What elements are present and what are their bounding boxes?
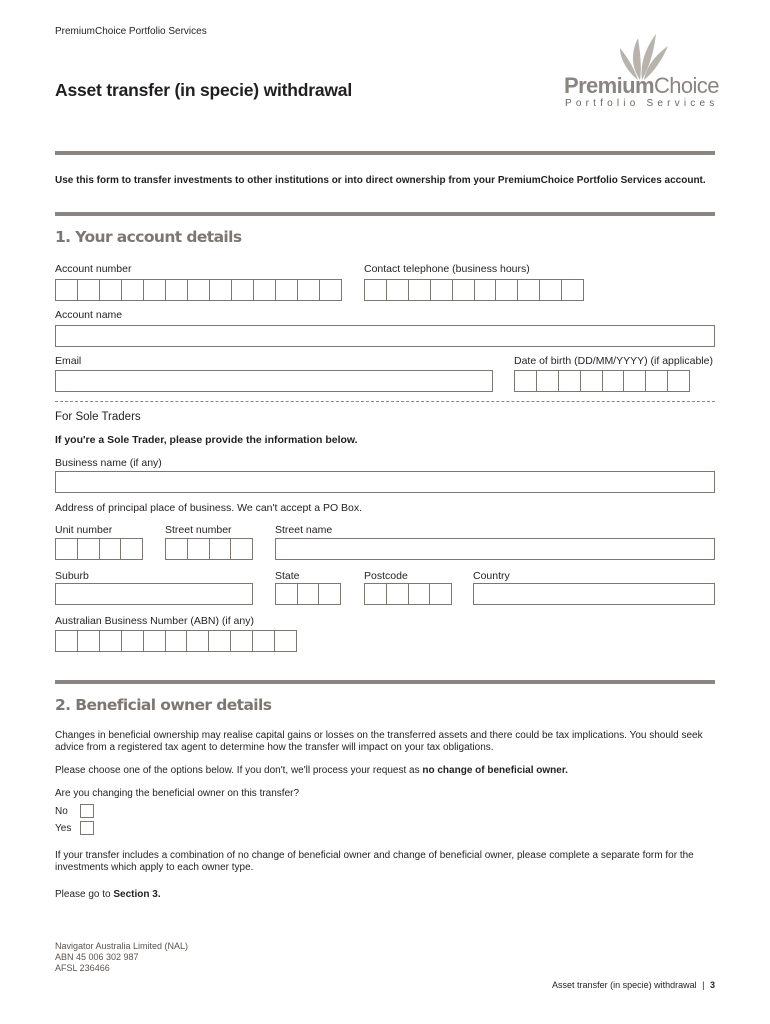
street-number-input[interactable] — [165, 538, 253, 560]
unit-number-label: Unit number — [55, 524, 113, 536]
country-label: Country — [473, 570, 510, 582]
country-input[interactable] — [473, 583, 715, 605]
capital-gains-paragraph: Changes in beneficial ownership may realise capital gains or losses on the transferred assets and there could be tax implications. You should seek advice from a registered tax agent to determine how the transfer will impact on your tax obligations. — [55, 730, 703, 753]
footer-company-info — [55, 941, 188, 974]
account-number-label: Account number — [55, 263, 132, 275]
sole-traders-note: If you're a Sole Trader, please provide the information below. — [55, 434, 358, 446]
section2-heading: 2. Beneficial owner details — [55, 696, 272, 714]
goto-section-text: Please go to Section 3. — [55, 889, 161, 900]
intro-text: Use this form to transfer investments to other institutions or into direct ownership from your PremiumChoice Portfolio Services account. — [55, 175, 706, 186]
intro-rule — [55, 212, 715, 216]
account-name-input[interactable] — [55, 325, 715, 347]
street-name-input[interactable] — [275, 538, 715, 560]
combination-paragraph: If your transfer includes a combination of no change of beneficial owner and change of beneficial owner, please complete a separate form for the investments which apply to each owner type. — [55, 850, 694, 873]
dashed-divider — [55, 401, 715, 402]
postcode-input[interactable] — [364, 583, 452, 605]
email-input[interactable] — [55, 370, 493, 392]
business-name-input[interactable] — [55, 471, 715, 493]
sole-traders-heading: For Sole Traders — [55, 411, 141, 423]
abn-label: Australian Business Number (ABN) (if any) — [55, 615, 254, 627]
suburb-label: Suburb — [55, 570, 89, 582]
section1-heading: 1. Your account details — [55, 228, 242, 246]
footer-afsl: AFSL 236466 — [55, 963, 110, 973]
state-input[interactable] — [275, 583, 341, 605]
option-no-checkbox[interactable] — [80, 804, 94, 818]
street-name-label: Street name — [275, 524, 333, 536]
contact-phone-input[interactable] — [364, 279, 584, 301]
changing-owner-question: Are you changing the beneficial owner on this transfer? — [55, 788, 300, 799]
section2-rule — [55, 680, 715, 684]
contact-phone-label: Contact telephone (business hours) — [364, 263, 530, 275]
form-title: Asset transfer (in specie) withdrawal — [55, 80, 352, 100]
dob-input[interactable] — [514, 370, 690, 392]
option-yes-label: Yes — [55, 823, 72, 834]
abn-input[interactable] — [55, 630, 297, 652]
postcode-label: Postcode — [364, 570, 408, 582]
footer-company: Navigator Australia Limited (NAL) — [55, 941, 189, 951]
unit-number-input[interactable] — [55, 538, 143, 560]
street-number-label: Street number — [165, 524, 232, 536]
logo-wordmark: PremiumChoice — [564, 73, 719, 98]
business-name-label: Business name (if any) — [55, 457, 162, 469]
premiumchoice-logo — [560, 30, 735, 112]
dob-label: Date of birth (DD/MM/YYYY) (if applicable) — [514, 355, 713, 367]
address-note: Address of principal place of business. We can't accept a PO Box. — [55, 502, 363, 514]
account-number-input[interactable] — [55, 279, 342, 301]
logo-subtitle: Portfolio Services — [565, 98, 719, 109]
choose-option-paragraph: Please choose one of the options below. If you don't, we'll process your request as no change of beneficial owner. — [55, 765, 568, 776]
footer-page-label: Asset transfer (in specie) withdrawal | 3 — [552, 980, 715, 990]
state-label: State — [275, 570, 300, 582]
header-rule — [55, 151, 715, 155]
page-number: 3 — [709, 980, 715, 990]
email-label: Email — [55, 355, 82, 367]
option-yes-checkbox[interactable] — [80, 821, 94, 835]
option-no-label: No — [55, 806, 68, 817]
footer-abn: ABN 45 006 302 987 — [55, 952, 139, 962]
suburb-input[interactable] — [55, 583, 253, 605]
running-title: PremiumChoice Portfolio Services — [55, 26, 207, 37]
account-name-label: Account name — [55, 309, 123, 321]
